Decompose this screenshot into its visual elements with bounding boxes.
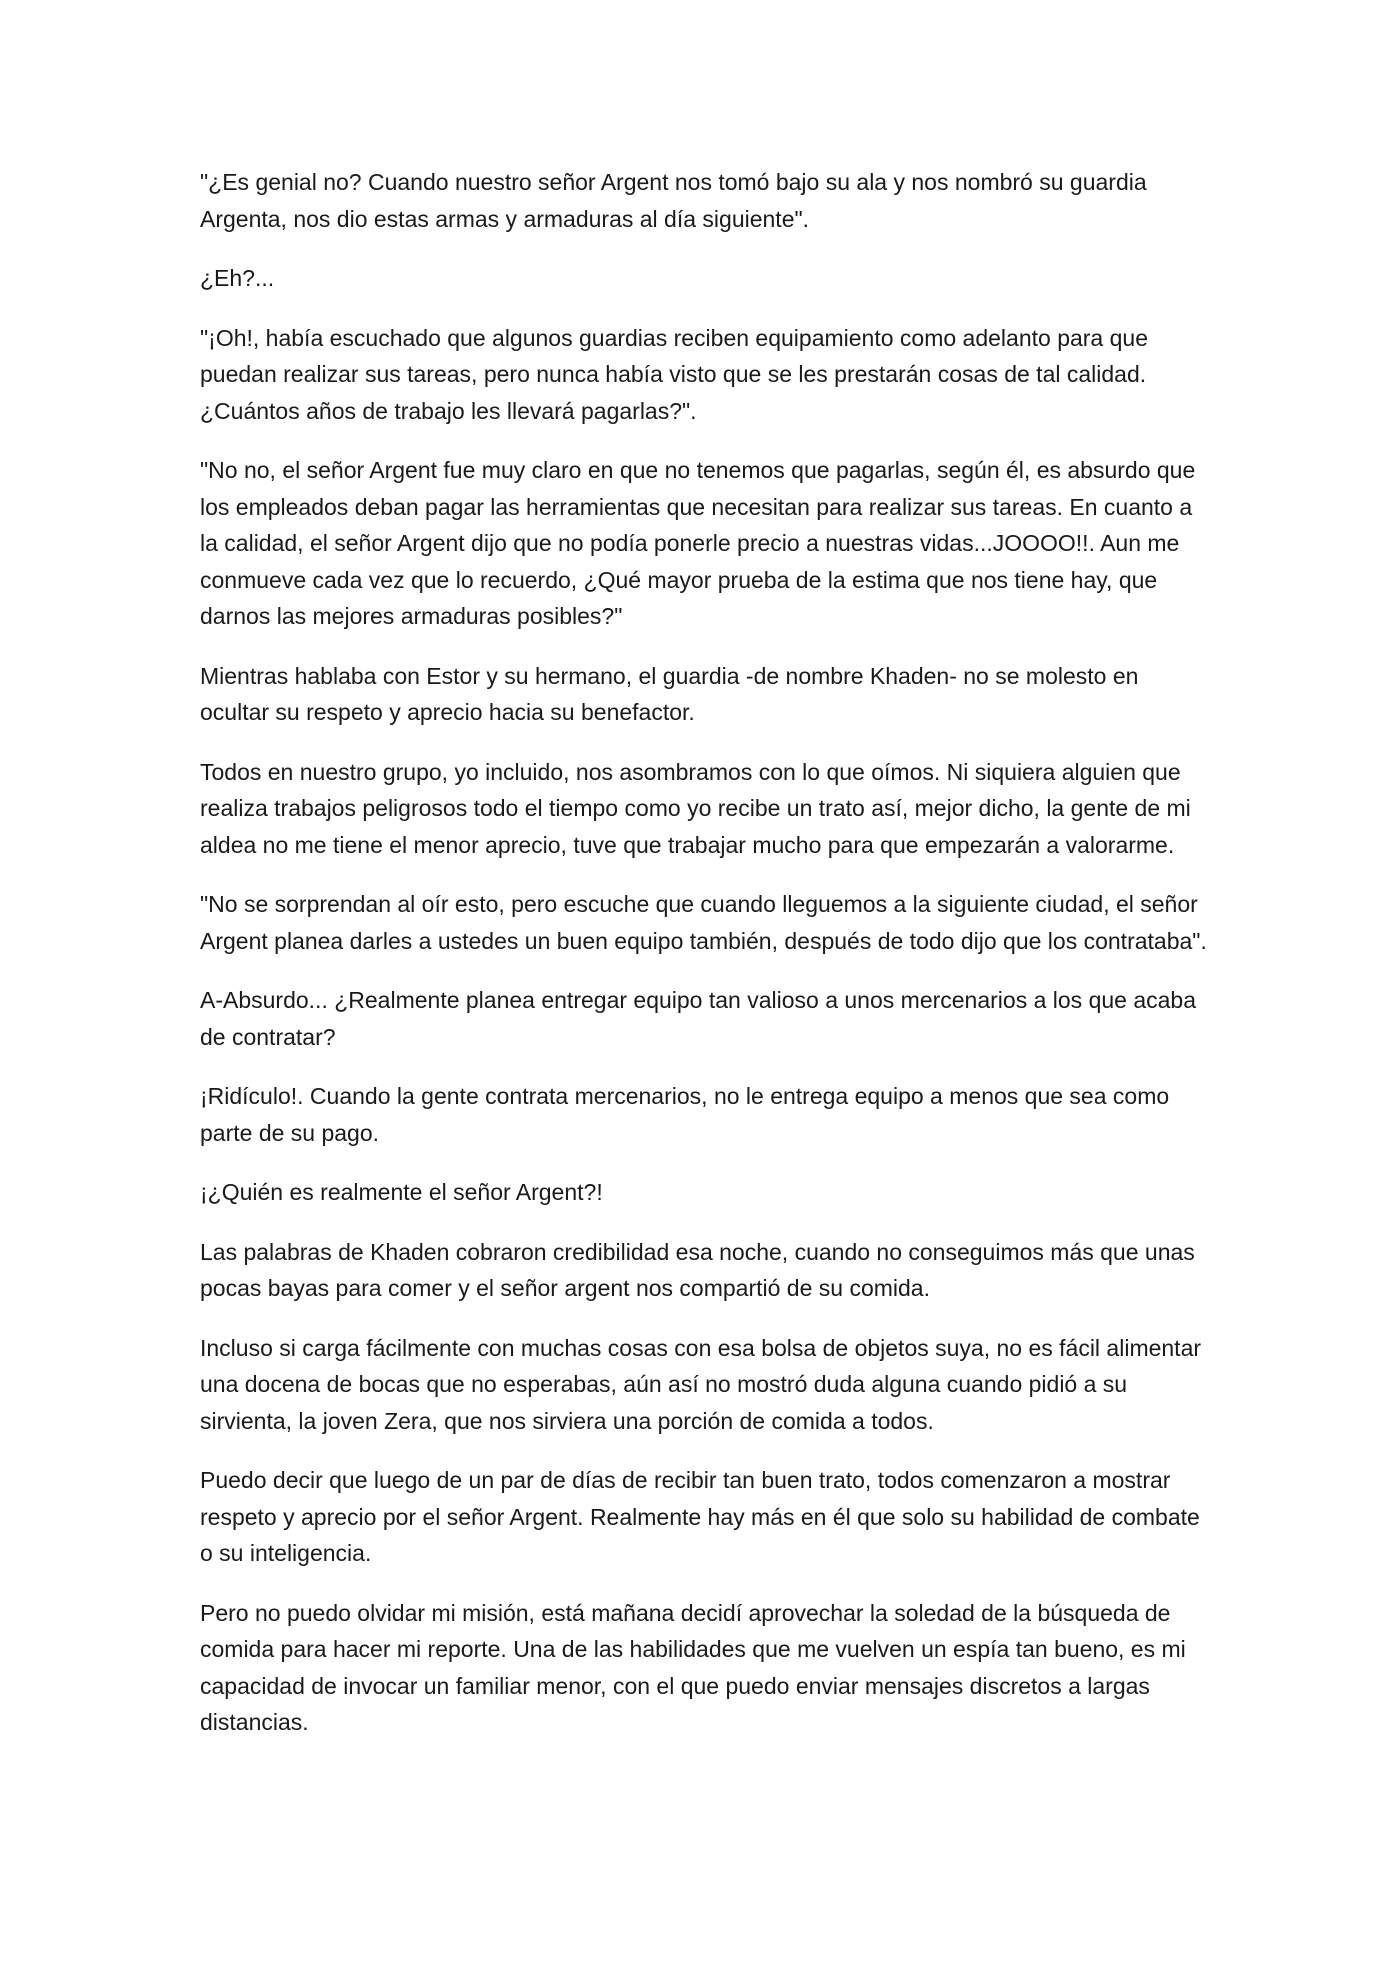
- paragraph: "No se sorprendan al oír esto, pero escuche que cuando lleguemos a la siguiente ciudad, el señor Argent planea darles a ustedes un buen equipo también, después de todo dijo que los contrataba".: [200, 891, 1207, 954]
- paragraph: "No no, el señor Argent fue muy claro en que no tenemos que pagarlas, según él, es absurdo que los empleados deban pagar las herramientas que necesitan para realizar sus tareas. En cuanto a la calidad, el señor Argent dijo que no podía ponerle precio a nuestras vidas...JOOOO!!. Aun me conmueve cada vez que lo recuerdo, ¿Qué mayor prueba de la estima que nos tiene hay, que darnos las mejores armaduras posibles?": [200, 457, 1196, 629]
- paragraph: Incluso si carga fácilmente con muchas cosas con esa bolsa de objetos suya, no es fácil alimentar una docena de bocas que no esperabas, aún así no mostró duda alguna cuando pidió a su sirvienta, la joven Zera, que nos sirviera una porción de comida a todos.: [200, 1334, 1202, 1434]
- paragraph: "¿Es genial no? Cuando nuestro señor Argent nos tomó bajo su ala y nos nombró su guardia Argenta, nos dio estas armas y armaduras al día siguiente".: [200, 169, 1147, 232]
- paragraph: ¿Eh?...: [200, 265, 275, 291]
- paragraph: Puedo decir que luego de un par de días de recibir tan buen trato, todos comenzaron a mostrar respeto y aprecio por el señor Argent. Realmente hay más en él que solo su habilidad de combate o su inteligencia.: [200, 1467, 1200, 1566]
- paragraph: Mientras hablaba con Estor y su hermano, el guardia -de nombre Khaden- no se molesto en ocultar su respeto y aprecio hacia su benefactor.: [200, 662, 1139, 725]
- paragraph: "¡Oh!, había escuchado que algunos guardias reciben equipamiento como adelanto para que puedan realizar sus tareas, pero nunca había visto que se les prestarán cosas de tal calidad. ¿Cuántos años de trabajo les llevará pagarlas?".: [200, 324, 1148, 424]
- paragraph: Pero no puedo olvidar mi misión, está mañana decidí aprovechar la soledad de la búsqueda de comida para hacer mi reporte. Una de las habilidades que me vuelven un espía tan bueno, es mi capacidad de invocar un familiar menor, con el que puedo enviar mensajes discretos a largas distancias.: [200, 1599, 1186, 1735]
- paragraph: Las palabras de Khaden cobraron credibilidad esa noche, cuando no conseguimos más que unas pocas bayas para comer y el señor argent nos compartió de su comida.: [200, 1238, 1195, 1301]
- paragraph: Todos en nuestro grupo, yo incluido, nos asombramos con lo que oímos. Ni siquiera alguien que realiza trabajos peligrosos todo el tiempo como yo recibe un trato así, mejor dicho, la gente de mi aldea no me tiene el menor aprecio, tuve que trabajar mucho para que empezarán a valorarme.: [200, 758, 1191, 858]
- paragraph: A-Absurdo... ¿Realmente planea entregar equipo tan valioso a unos mercenarios a los que acaba de contratar?: [200, 987, 1196, 1050]
- document-page: [200, 164, 1210, 1764]
- paragraph: ¡¿Quién es realmente el señor Argent?!: [200, 1179, 603, 1205]
- paragraph: ¡Ridículo!. Cuando la gente contrata mercenarios, no le entrega equipo a menos que sea como parte de su pago.: [200, 1083, 1170, 1146]
